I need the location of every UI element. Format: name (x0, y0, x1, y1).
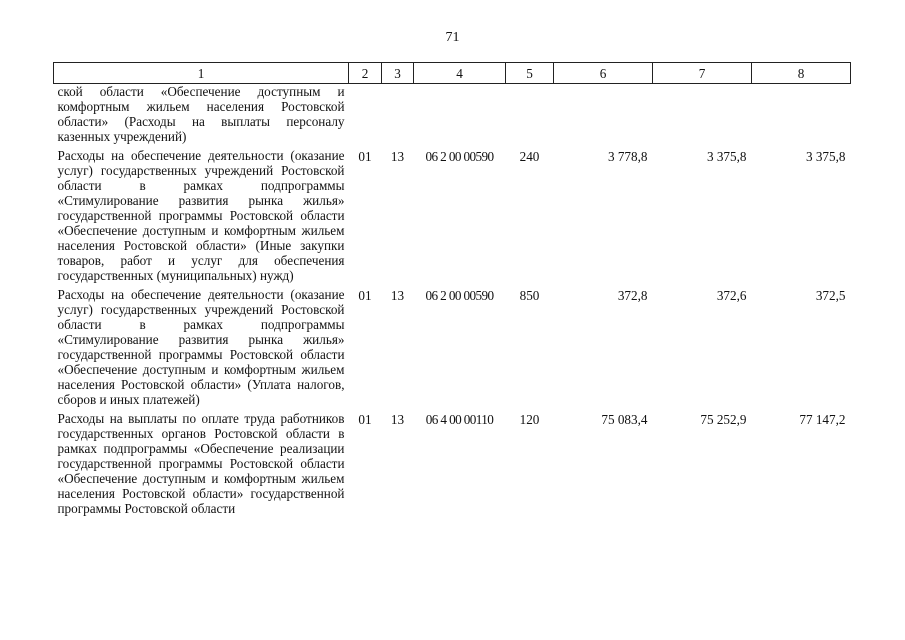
row-amount-year-3: 77 147,2 (799, 412, 846, 427)
row-amount-year-3: 3 375,8 (805, 149, 846, 164)
column-header-2: 2 (349, 63, 382, 84)
table-row (54, 84, 851, 149)
row-target-code (414, 84, 506, 149)
column-header-8: 8 (752, 63, 851, 84)
table-row (54, 411, 851, 520)
row-target-code: 06 4 00 00110 (425, 412, 494, 427)
row-amount-year-2 (653, 84, 752, 149)
column-header-5: 5 (506, 63, 554, 84)
row-description: Расходы на выплаты по оплате труда работников государственных органов Ростовской области в рамках подпрограммы «Обеспечение реализации государственной программы Ростовской области «Обеспечение доступным и комфортным жильем населения Ростовской области» государственной программы Ростовской области (57, 411, 345, 516)
row-subsection: 13 (390, 149, 405, 164)
row-target-code: 06 2 00 00590 (425, 149, 494, 164)
row-section: 01 (358, 412, 372, 427)
row-section: 01 (358, 149, 372, 164)
row-description: ской области «Обеспечение доступным и комфортным жильем населения Ростовской области» (Расходы на выплаты персоналу казенных учреждений) (57, 84, 345, 144)
column-header-4: 4 (414, 63, 506, 84)
table-row (54, 287, 851, 411)
column-header-6: 6 (554, 63, 653, 84)
row-subsection: 13 (390, 412, 405, 427)
column-number-header-row (54, 63, 851, 84)
table-row (54, 148, 851, 287)
column-header-7: 7 (653, 63, 752, 84)
row-amount-year-2: 3 375,8 (706, 149, 747, 164)
row-description: Расходы на обеспечение деятельности (оказание услуг) государственных учреждений Ростовской области в рамках подпрограммы «Стимулирование развития рынка жилья» государственной программы Ростовской области «Обеспечение доступным и комфортным жильем населения Ростовской области» (Иные закупки товаров, работ и услуг для обеспечения государственных (муниципальных) нужд) (57, 148, 345, 283)
row-expense-type: 240 (519, 149, 540, 164)
row-section: 01 (358, 288, 372, 303)
row-amount-year-1 (554, 84, 653, 149)
row-subsection (382, 84, 414, 149)
row-description: Расходы на обеспечение деятельности (оказание услуг) государственных учреждений Ростовской области в рамках подпрограммы «Стимулирование развития рынка жилья» государственной программы Ростовской области «Обеспечение доступным и комфортным жильем населения Ростовской области» (Уплата налогов, сборов и иных платежей) (57, 287, 345, 407)
budget-table (53, 62, 851, 520)
row-amount-year-1: 75 083,4 (601, 412, 648, 427)
column-header-3: 3 (382, 63, 414, 84)
row-expense-type (506, 84, 554, 149)
row-amount-year-1: 3 778,8 (607, 149, 648, 164)
row-amount-year-2: 372,6 (716, 288, 747, 303)
row-expense-type: 120 (519, 412, 540, 427)
row-subsection: 13 (390, 288, 405, 303)
column-header-1: 1 (54, 63, 349, 84)
row-target-code: 06 2 00 00590 (425, 288, 494, 303)
row-expense-type: 850 (519, 288, 540, 303)
row-amount-year-2: 75 252,9 (700, 412, 747, 427)
row-section (349, 84, 382, 149)
row-amount-year-3: 372,5 (815, 288, 846, 303)
row-amount-year-3 (752, 84, 851, 149)
row-amount-year-1: 372,8 (617, 288, 648, 303)
page-number: 71 (445, 30, 460, 45)
